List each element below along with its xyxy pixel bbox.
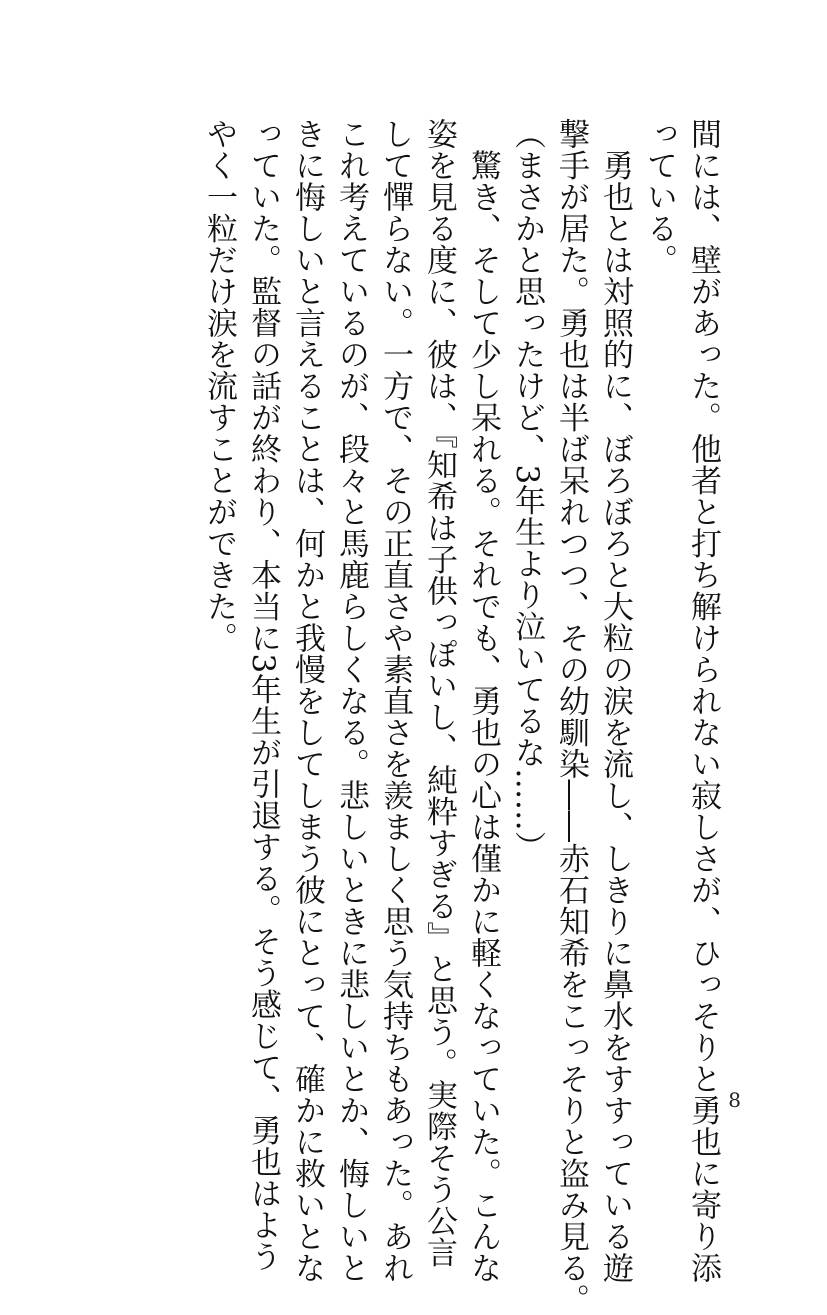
text-line: やく一粒だけ涙を流すことができた。 (201, 118, 237, 654)
text-line: （まさかと思ったけど、3年生より泣いてるな……） (509, 118, 545, 863)
text-line: っていた。監督の話が終わり、本当に3年生が引退する。そう感じて、勇也はよう (245, 118, 281, 1273)
text-line: 姿を見る度に、彼は、『知希は子供っぽいし、純粋すぎる』と思う。実際そう公言 (421, 118, 457, 1268)
text-line: これ考えているのが、段々と馬鹿らしくなる。悲しいときに悲しいとか、悔しいと (333, 118, 369, 1284)
text-line: して憚らない。一方で、その正直さや素直さを羨ましく思う気持ちもあった。あれ (377, 118, 413, 1284)
text-line: 間には、壁があった。他者と打ち解けられない寂しさが、ひっそりと勇也に寄り添 (685, 118, 721, 1284)
text-line: っている。 (641, 118, 677, 276)
text-line: 撃手が居た。勇也は半ば呆れつつ、その幼馴染――赤石知希をこっそりと盗み見る。 (553, 118, 589, 1315)
text-line: きに悔しいと言えることは、何かと我慢をしてしまう彼にとって、確かに救いとな (289, 118, 325, 1284)
page-number: 8 (728, 1088, 741, 1112)
text-line: 勇也とは対照的に、ぼろぼろと大粒の涙を流し、しきりに鼻水をすすっている遊 (597, 118, 633, 1284)
vertical-text-body (197, 118, 725, 1315)
text-line: 驚き、そして少し呆れる。それでも、勇也の心は僅かに軽くなっていた。こんな (465, 118, 501, 1284)
